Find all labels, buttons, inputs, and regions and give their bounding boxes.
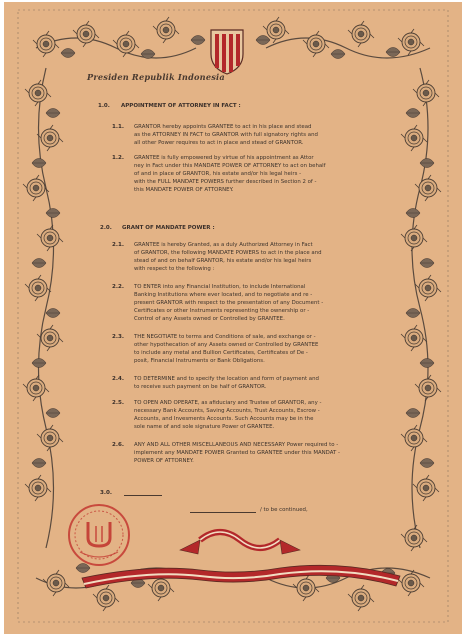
section-number: 2.0. xyxy=(100,225,112,231)
item-line: TO DETERMINE and to specify the location and form of payment and xyxy=(134,376,319,382)
item-line: TO ENTER into any Financial Institution, to include International xyxy=(134,284,306,290)
item-line: to include any metal and Bullion Certificates, Certificates of De - xyxy=(134,350,308,356)
item-number: 1.2. xyxy=(112,155,125,161)
item-line: with the FULL MANDATE POWERS further described in Section 2 of - xyxy=(134,179,317,185)
item-line: stead of and on behalf GRANTOR, his estate and/or his legal heirs xyxy=(134,258,312,264)
continued-note: / to be continued, xyxy=(260,507,308,513)
item-line: Control of any Assets owned or Controlled by GRANTEE. xyxy=(134,316,285,322)
item-line: of GRANTOR, the following MANDATE POWERS to act in the place and xyxy=(134,250,322,256)
ribbon-banner xyxy=(70,520,410,600)
item-number: 2.2. xyxy=(112,284,125,290)
item-line: this MANDATE POWER OF ATTORNEY. xyxy=(134,187,234,193)
item-line: as the ATTORNEY IN FACT to GRANTOR with full signatory rights and xyxy=(134,132,318,138)
item-line: ANY AND ALL OTHER MISCELLANEOUS AND NECESSARY Power required to - xyxy=(134,442,339,448)
item-line: GRANTOR hereby appoints GRANTEE to act in his place and stead xyxy=(134,124,312,130)
blank-line xyxy=(124,495,162,496)
item-number: 1.1. xyxy=(112,124,125,130)
item-line: Certificates or other Instruments representing the ownership or - xyxy=(134,308,310,314)
item-line: Accounts, and Invesments Accounts. Such Accounts may be in the xyxy=(134,416,314,422)
item-line: with respect to the following : xyxy=(134,266,215,272)
item-line: GRANTEE is hereby Granted, as a duly Authorized Attorney in Fact xyxy=(134,242,313,248)
section-number: 1.0. xyxy=(98,103,110,109)
item-line: GRANTEE is fully empowered by virtue of his appointment as Attor xyxy=(134,155,314,161)
header-title: Presiden Republik Indonesia xyxy=(87,72,225,82)
item-number: 2.3. xyxy=(112,334,125,340)
item-number: 2.4. xyxy=(112,376,125,382)
garuda-shield-emblem xyxy=(207,26,247,76)
item-line: of and in place of GRANTOR, his estate and/or his legal heirs - xyxy=(134,171,302,177)
item-line: Banking Institutions where ever located, and to negotiate and re - xyxy=(134,292,313,298)
item-number: 2.5. xyxy=(112,400,125,406)
footer-section-number: 3.0. xyxy=(100,490,113,496)
item-line: ney in Fact under this MANDATE POWER OF ATTORNEY to act on behalf xyxy=(134,163,326,169)
item-line: THE NEGOTIATE to terms and Conditions of sale, and exchange or - xyxy=(134,334,316,340)
item-line: present GRANTOR with respect to the presentation of any Document - xyxy=(134,300,324,306)
item-line: all other Power requires to act in place and stead of GRANTOR. xyxy=(134,140,304,146)
section-title: GRANT OF MANDATE POWER : xyxy=(122,225,215,231)
item-line: to receive such payment on be half of GRANTOR. xyxy=(134,384,267,390)
item-line: posit, Financial Instruments or Bank Obligations. xyxy=(134,358,265,364)
section-title: APPOINTMENT OF ATTORNEY IN FACT : xyxy=(121,103,241,109)
item-number: 2.1. xyxy=(112,242,125,248)
item-line: sole name of and sole signature Power of GRANTEE. xyxy=(134,424,275,430)
item-line: implement any MANDATE POWER Granted to GRANTEE under this MANDAT - xyxy=(134,450,340,456)
item-line: POWER OF ATTORNEY. xyxy=(134,458,194,464)
document-page xyxy=(4,2,462,634)
item-line: other hypothecation of any Assets owned or Controlled by GRANTEE xyxy=(134,342,319,348)
item-line: TO OPEN AND OPERATE, as afiduciary and Trustee of GRANTOR, any - xyxy=(134,400,322,406)
item-number: 2.6. xyxy=(112,442,125,448)
item-line: necessary Bank Accounts, Saving Accounts, Trust Accounts, Escrow - xyxy=(134,408,320,414)
blank-line xyxy=(190,512,256,513)
